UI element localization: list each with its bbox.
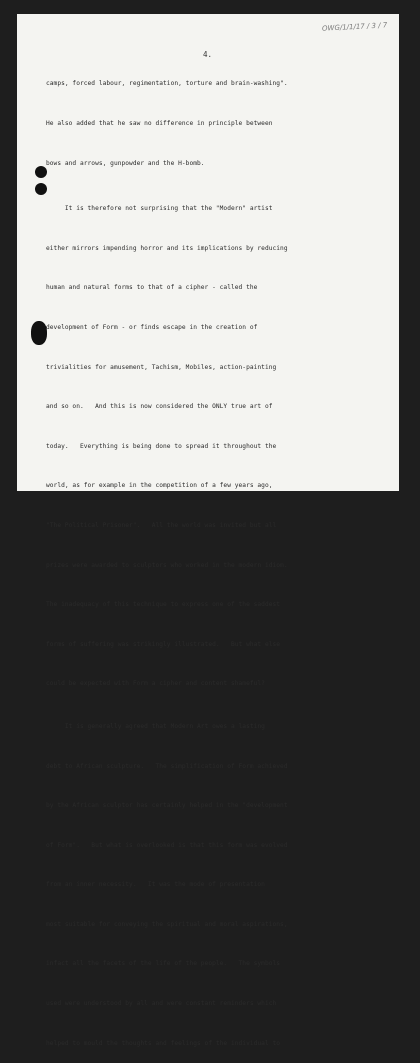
- text-line: either mirrors impending horror and its implications by reducing: [46, 244, 288, 252]
- text-line: world, as for example in the competition of a few years ago,: [46, 482, 273, 490]
- page-number: 4.: [203, 50, 213, 59]
- text-line: forms of suffering was strikingly illustrated. But what else: [46, 640, 281, 648]
- text-line: bows and arrows, gunpowder and the H-bomb.: [46, 159, 205, 167]
- text-line: by the African sculptor has certainly helped in the "development: [46, 802, 288, 810]
- text-line: most suitable for conveying the spiritual and moral aspirations,: [46, 920, 288, 928]
- text-line: infact all the facets of the life of the people. The symbols: [46, 960, 281, 968]
- text-line: It is therefore not surprising that the "Modern" artist: [46, 205, 273, 213]
- text-line: debt to African sculpture. The simplification of Form achieved: [46, 762, 288, 770]
- text-line: helped to mould the thoughts and feelings of the individual to: [46, 1039, 281, 1047]
- typed-body-text: [46, 51, 366, 1063]
- text-line: "The Political Prisoner". All the world was invited but all: [46, 521, 277, 529]
- text-line: and so on. And this is now considered the ONLY true art of: [46, 403, 273, 411]
- text-line: He also added that he saw no difference in principle between: [46, 120, 273, 127]
- text-line: human and natural forms to that of a cipher - called the: [46, 284, 258, 292]
- text-line: prizes were awarded to sculptors who worked in the modern idiom.: [46, 561, 288, 569]
- text-line: of Form". But what is overlooked is that this form was evolved: [46, 841, 288, 849]
- text-line: could be expected with Form a cipher and content shameful?: [46, 680, 265, 688]
- text-line: used were understood by all and were constant reminders which: [46, 1000, 277, 1008]
- binder-hole-lower: [31, 321, 47, 345]
- text-line: today. Everything is being done to spread it throughout the: [46, 442, 277, 450]
- archive-reference-note: OWG/1/1/17 / 3 / 7: [321, 21, 388, 33]
- text-line: development of Form - or finds escape in the creation of: [46, 323, 258, 331]
- text-line: It is generally agreed that Modern Art owes a lasting: [46, 722, 265, 730]
- text-line: from an inner necessity. It was the mode of presentation: [46, 881, 265, 889]
- text-line: trivialities for amusement, Tachism, Mobiles, action-painting: [46, 363, 277, 371]
- text-line: The inadequacy of this technique to express one of the saddest: [46, 601, 281, 609]
- text-line: camps, forced labour, regimentation, torture and brain-washing".: [46, 80, 288, 88]
